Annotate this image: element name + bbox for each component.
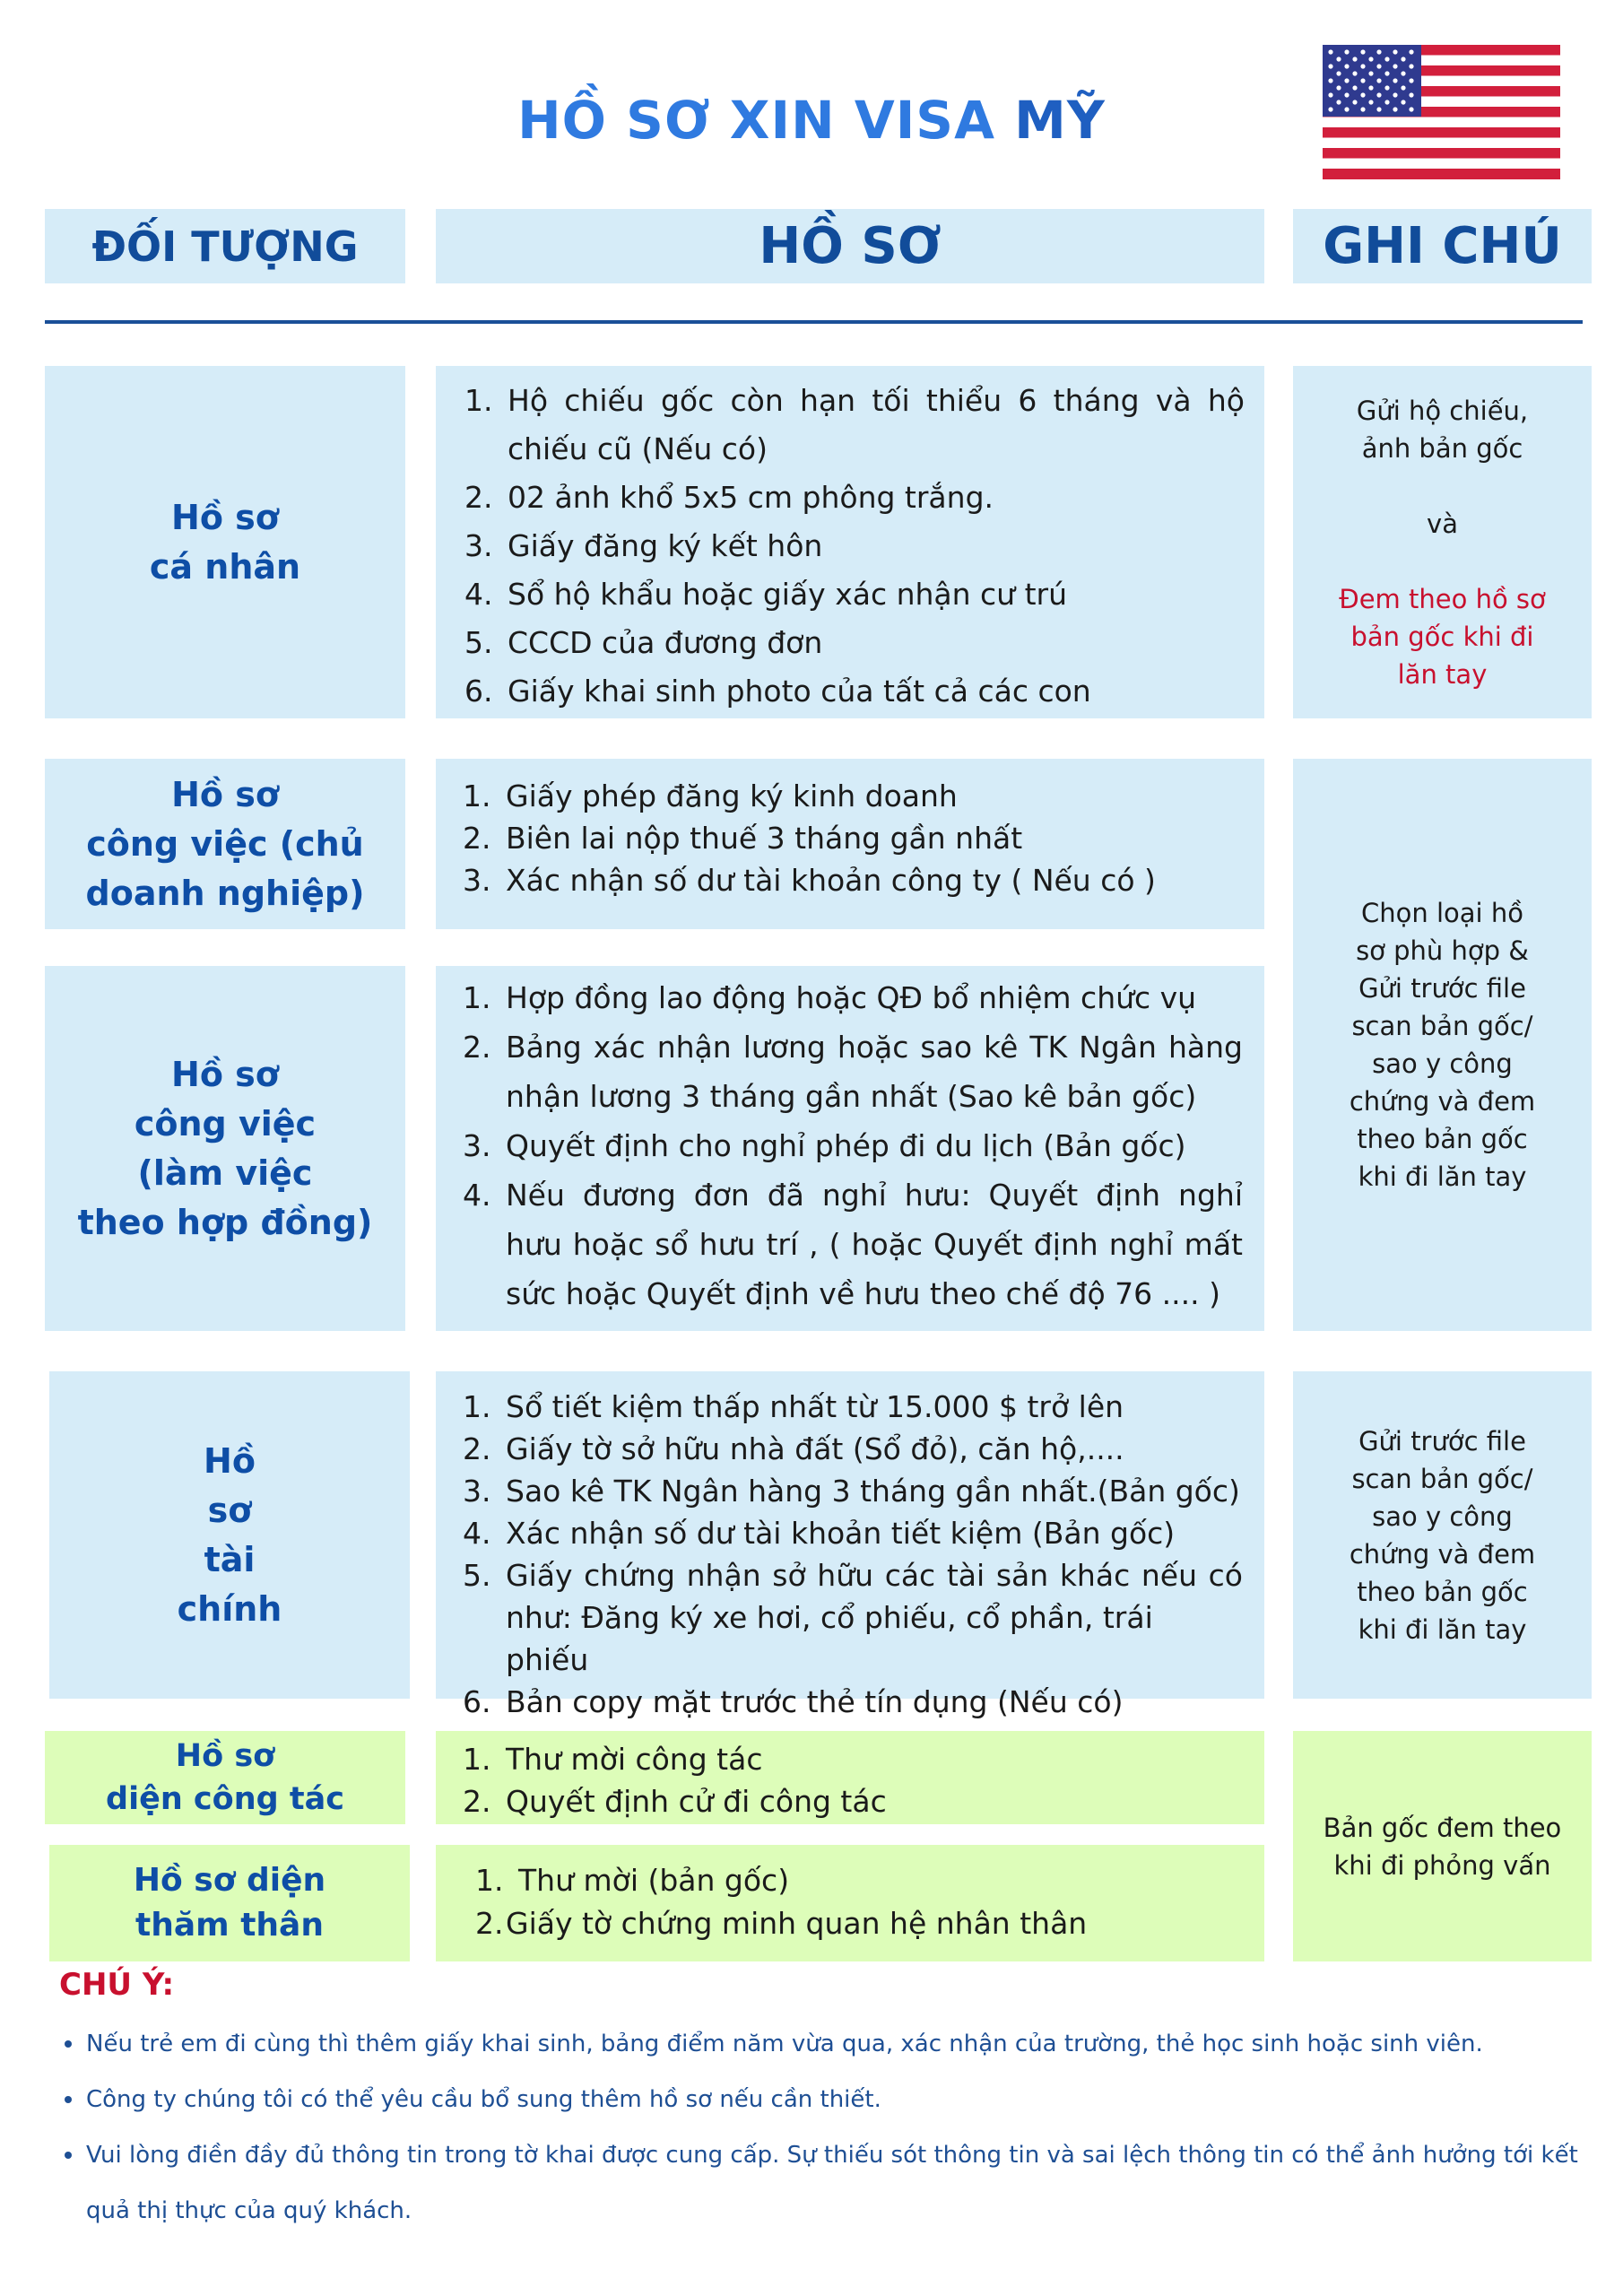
label-business-trip <box>45 1731 405 1824</box>
list-item: 2. Giấy tờ sở hữu nhà đất (Sổ đỏ), căn hộ,.... <box>463 1431 1124 1466</box>
note-spacer <box>1339 543 1546 580</box>
note-line: theo bản gốc <box>1357 1576 1528 1607</box>
label-line: Hồ sơ <box>171 774 279 814</box>
list-item: 2. Biên lai nộp thuế 3 tháng gần nhất <box>463 821 1023 856</box>
header-notes: GHI CHÚ <box>1293 209 1592 283</box>
note-line: Gửi trước file <box>1358 973 1526 1004</box>
note-spacer <box>1339 467 1546 505</box>
notes-heading: CHÚ Ý: <box>59 1967 175 2003</box>
header-subject: ĐỐI TƯỢNG <box>45 209 405 283</box>
list-item: 1. Giấy phép đăng ký kinh doanh <box>463 778 958 813</box>
note-line: Gửi trước file <box>1358 1425 1526 1457</box>
list-item: 1. Hộ chiếu gốc còn hạn tối thiểu 6 tháng và hộ chiếu cũ (Nếu có) <box>464 383 1245 466</box>
docs-personal <box>436 366 1264 718</box>
list-item: 3. Giấy đăng ký kết hôn <box>464 528 823 563</box>
list-item: 1. Hợp đồng lao động hoặc QĐ bổ nhiệm chức vụ <box>463 980 1197 1015</box>
label-line: công việc <box>134 1103 317 1144</box>
label-line: thăm thân <box>135 1907 324 1944</box>
note-line: ảnh bản gốc <box>1361 432 1523 464</box>
note-bullet: Nếu trẻ em đi cùng thì thêm giấy khai sinh, bảng điểm năm vừa qua, xác nhận của trường, thẻ học sinh hoặc sinh viên. <box>59 2016 1584 2072</box>
list-item: 6. Bản copy mặt trước thẻ tín dụng (Nếu có) <box>463 1684 1124 1719</box>
us-flag-icon <box>1323 45 1560 179</box>
note-visit <box>1293 1731 1592 1961</box>
label-line: Hồ sơ <box>175 1738 275 1774</box>
label-line: công việc (chủ <box>86 823 364 864</box>
list-item: 1. Sổ tiết kiệm thấp nhất từ 15.000 $ trở lên <box>463 1389 1124 1424</box>
label-line: doanh nghiệp) <box>85 873 365 913</box>
label-line: Hồ sơ <box>171 497 279 537</box>
list-item: 5. Giấy chứng nhận sở hữu các tài sản khác nếu có như: Đăng ký xe hơi, cổ phiếu, cổ phần, trái phiếu <box>463 1558 1243 1677</box>
notes-list <box>59 2016 1584 2239</box>
label-line: theo hợp đồng) <box>77 1202 373 1242</box>
docs-business-owner <box>436 759 1264 929</box>
note-line: chứng và đem <box>1349 1086 1536 1117</box>
list-item: 2. Giấy tờ chứng minh quan hệ nhân thân <box>475 1906 1088 1941</box>
note-bullet: Công ty chúng tôi có thể yêu cầu bổ sung thêm hồ sơ nếu cần thiết. <box>59 2072 1584 2127</box>
note-line: sơ phù hợp & <box>1356 935 1529 966</box>
note-line: khi đi phỏng vấn <box>1333 1849 1551 1881</box>
docs-employee <box>436 966 1264 1331</box>
note-line-red: lăn tay <box>1397 658 1488 690</box>
label-financial <box>49 1371 410 1699</box>
label-line: cá nhân <box>149 546 301 587</box>
header-divider <box>45 320 1583 324</box>
list-item: 3. Quyết định cho nghỉ phép đi du lịch (Bản gốc) <box>463 1128 1186 1163</box>
note-line: theo bản gốc <box>1357 1124 1528 1154</box>
label-personal <box>45 366 405 718</box>
note-line: khi đi lăn tay <box>1358 1161 1527 1192</box>
label-line: chính <box>177 1588 282 1629</box>
label-line: sơ <box>207 1490 252 1530</box>
docs-business-trip <box>436 1731 1264 1824</box>
label-line: diện công tác <box>106 1781 344 1817</box>
header-documents: HỒ SƠ <box>436 209 1264 283</box>
note-line-red: Đem theo hồ sơ <box>1339 583 1546 614</box>
title-main: HỒ SƠ XIN VISA <box>517 90 995 151</box>
list-item: 2. 02 ảnh khổ 5x5 cm phông trắng. <box>464 480 994 515</box>
note-line: scan bản gốc/ <box>1351 1463 1533 1494</box>
list-item: 6. Giấy khai sinh photo của tất cả các con <box>464 674 1091 709</box>
note-line: scan bản gốc/ <box>1351 1011 1533 1041</box>
list-item: 1. Thư mời (bản gốc) <box>475 1863 790 1898</box>
label-business-owner <box>45 759 405 929</box>
label-employee <box>45 966 405 1331</box>
label-line: (làm việc <box>137 1152 313 1193</box>
note-line: sao y công <box>1372 1500 1513 1532</box>
list-item: 3. Xác nhận số dư tài khoản công ty ( Nếu có ) <box>463 863 1156 898</box>
note-personal <box>1293 366 1592 718</box>
note-financial <box>1293 1371 1592 1699</box>
list-item: 5. CCCD của đương đơn <box>464 625 823 660</box>
list-item: 4. Nếu đương đơn đã nghỉ hưu: Quyết định nghỉ hưu hoặc sổ hưu trí , ( hoặc Quyết định nghỉ mất sức hoặc Quyết định về hưu theo chế độ 76 .... ) <box>463 1178 1243 1311</box>
label-line: Hồ sơ diện <box>133 1862 326 1899</box>
note-bullet: Vui lòng điền đầy đủ thông tin trong tờ khai được cung cấp. Sự thiếu sót thông tin và sai lệch thông tin có thể ảnh hưởng tới kết quả thị thực của quý khách. <box>59 2127 1584 2239</box>
list-item: 2. Bảng xác nhận lương hoặc sao kê TK Ngân hàng nhận lương 3 tháng gần nhất (Sao kê bản gốc) <box>463 1030 1243 1114</box>
list-item: 3. Sao kê TK Ngân hàng 3 tháng gần nhất.(Bản gốc) <box>463 1474 1240 1509</box>
note-line: Gửi hộ chiếu, <box>1356 395 1529 426</box>
note-line: Chọn loại hồ <box>1361 898 1523 928</box>
docs-family-visit <box>436 1845 1264 1961</box>
list-item: 4. Xác nhận số dư tài khoản tiết kiệm (Bản gốc) <box>463 1516 1176 1551</box>
title-country: MỸ <box>994 90 1106 151</box>
list-item: 4. Sổ hộ khẩu hoặc giấy xác nhận cư trú <box>464 577 1068 612</box>
note-line: khi đi lăn tay <box>1358 1613 1527 1645</box>
list-item: 2. Quyết định cử đi công tác <box>463 1784 887 1819</box>
label-line: Hồ <box>204 1440 256 1481</box>
note-line: Bản gốc đem theo <box>1323 1812 1562 1843</box>
label-line: Hồ sơ <box>171 1054 279 1094</box>
list-item: 1. Thư mời công tác <box>463 1742 763 1777</box>
docs-financial <box>436 1371 1264 1719</box>
label-family-visit <box>49 1845 410 1961</box>
note-line: chứng và đem <box>1349 1538 1536 1570</box>
label-line: tài <box>204 1539 256 1579</box>
note-line-red: bản gốc khi đi <box>1350 621 1534 652</box>
note-line: và <box>1427 508 1458 539</box>
note-line: sao y công <box>1372 1048 1513 1079</box>
note-work <box>1293 759 1592 1331</box>
